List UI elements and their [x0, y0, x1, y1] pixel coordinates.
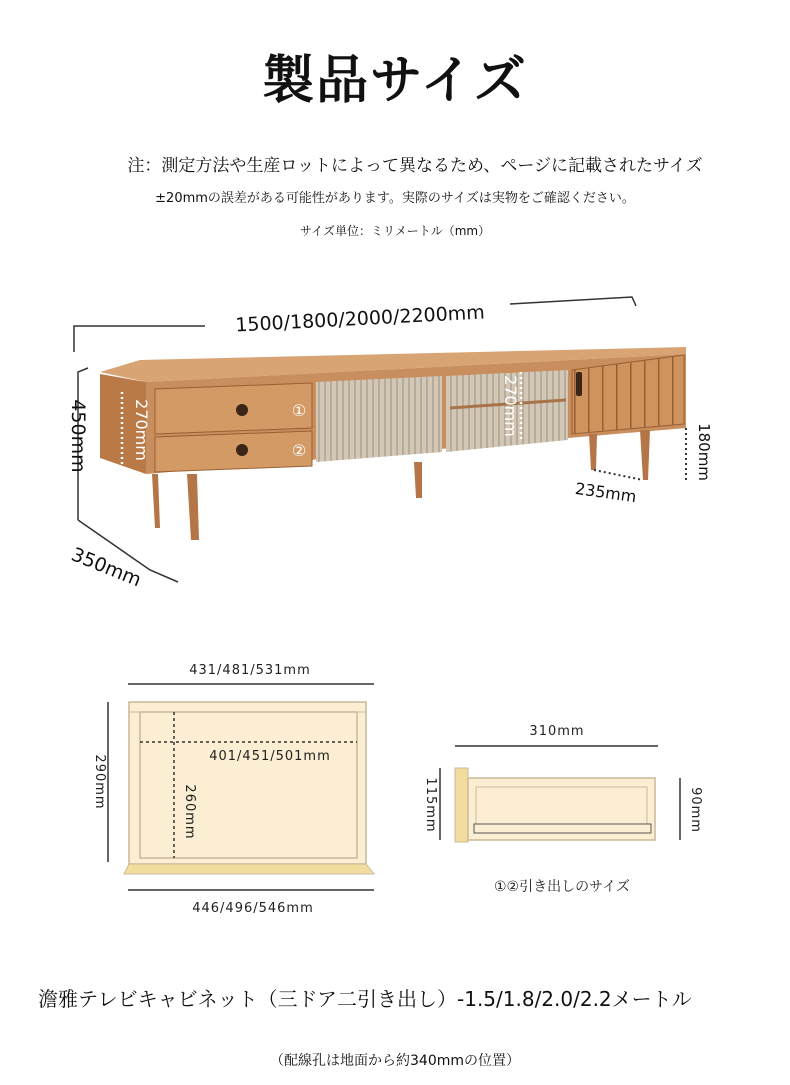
- drawer-front-plate: [124, 864, 374, 874]
- leg-front-right: [640, 430, 650, 480]
- side-front-panel: [455, 768, 468, 842]
- drawer-2-knob: [236, 444, 248, 456]
- inner-height-label: 270mm: [501, 375, 520, 437]
- front-width-label: 446/496/546mm: [192, 901, 314, 916]
- drawer-size-caption: ①②引き出しのサイズ: [494, 879, 630, 895]
- outer-width-label: 431/481/531mm: [189, 663, 311, 678]
- unit-note: サイズ単位：ミリメートル（mm）: [299, 224, 491, 238]
- box-height-label: 90mm: [688, 787, 703, 833]
- height-label: 450mm: [67, 399, 89, 473]
- tolerance-note-line-1: 注：測定方法や生産ロットによって異なるため、ページに記載されたサイズ: [127, 156, 703, 176]
- depth-label: 290mm: [92, 754, 107, 810]
- drawer-1-knob: [236, 404, 248, 416]
- drawer-1-mark: ①: [291, 401, 307, 420]
- door-handle: [576, 372, 582, 396]
- leg-spacing-label: 235mm: [573, 478, 638, 507]
- leg-spacing-dotted-line: [594, 470, 643, 480]
- product-name: 澹雅テレビキャビネット（三ドア二引き出し）-1.5/1.8/2.0/2.2メートル: [38, 987, 692, 1011]
- glass-door-1: [316, 376, 442, 462]
- wiring-hole-note: （配線孔は地面から約340mmの位置）: [270, 1053, 520, 1069]
- inner-width-label: 401/451/501mm: [209, 749, 331, 764]
- leg-back-right: [589, 434, 597, 470]
- drawer-2: [155, 431, 312, 472]
- width-dimension-line-right: [510, 297, 636, 306]
- drawer-side-view-drawing: [410, 715, 710, 905]
- side-box-inner: [476, 787, 647, 829]
- side-runner: [474, 824, 651, 833]
- tolerance-note-line-2: ±20mmの誤差がある可能性があります。実際のサイズは実物をご確認ください。: [155, 191, 635, 206]
- drawer-top-view-drawing: [80, 650, 400, 920]
- page-title: 製品サイズ: [262, 51, 528, 111]
- cabinet-illustration: [0, 280, 790, 610]
- width-dimension-line: [74, 326, 205, 352]
- drawer-2-mark: ②: [291, 441, 307, 460]
- drawer-inner-box: [140, 712, 357, 858]
- inner-depth-label: 260mm: [182, 784, 197, 840]
- front-height-label: 115mm: [423, 777, 438, 833]
- leg-middle: [414, 462, 422, 498]
- leg-front-left: [187, 474, 199, 540]
- width-label: 1500/1800/2000/2200mm: [234, 301, 486, 337]
- drawer-height-label: 270mm: [132, 399, 151, 461]
- length-label: 310mm: [529, 724, 585, 739]
- leg-front-left-back: [152, 474, 160, 528]
- depth-label: 350mm: [68, 543, 145, 592]
- drawer-1: [155, 383, 312, 434]
- leg-height-label: 180mm: [695, 423, 713, 481]
